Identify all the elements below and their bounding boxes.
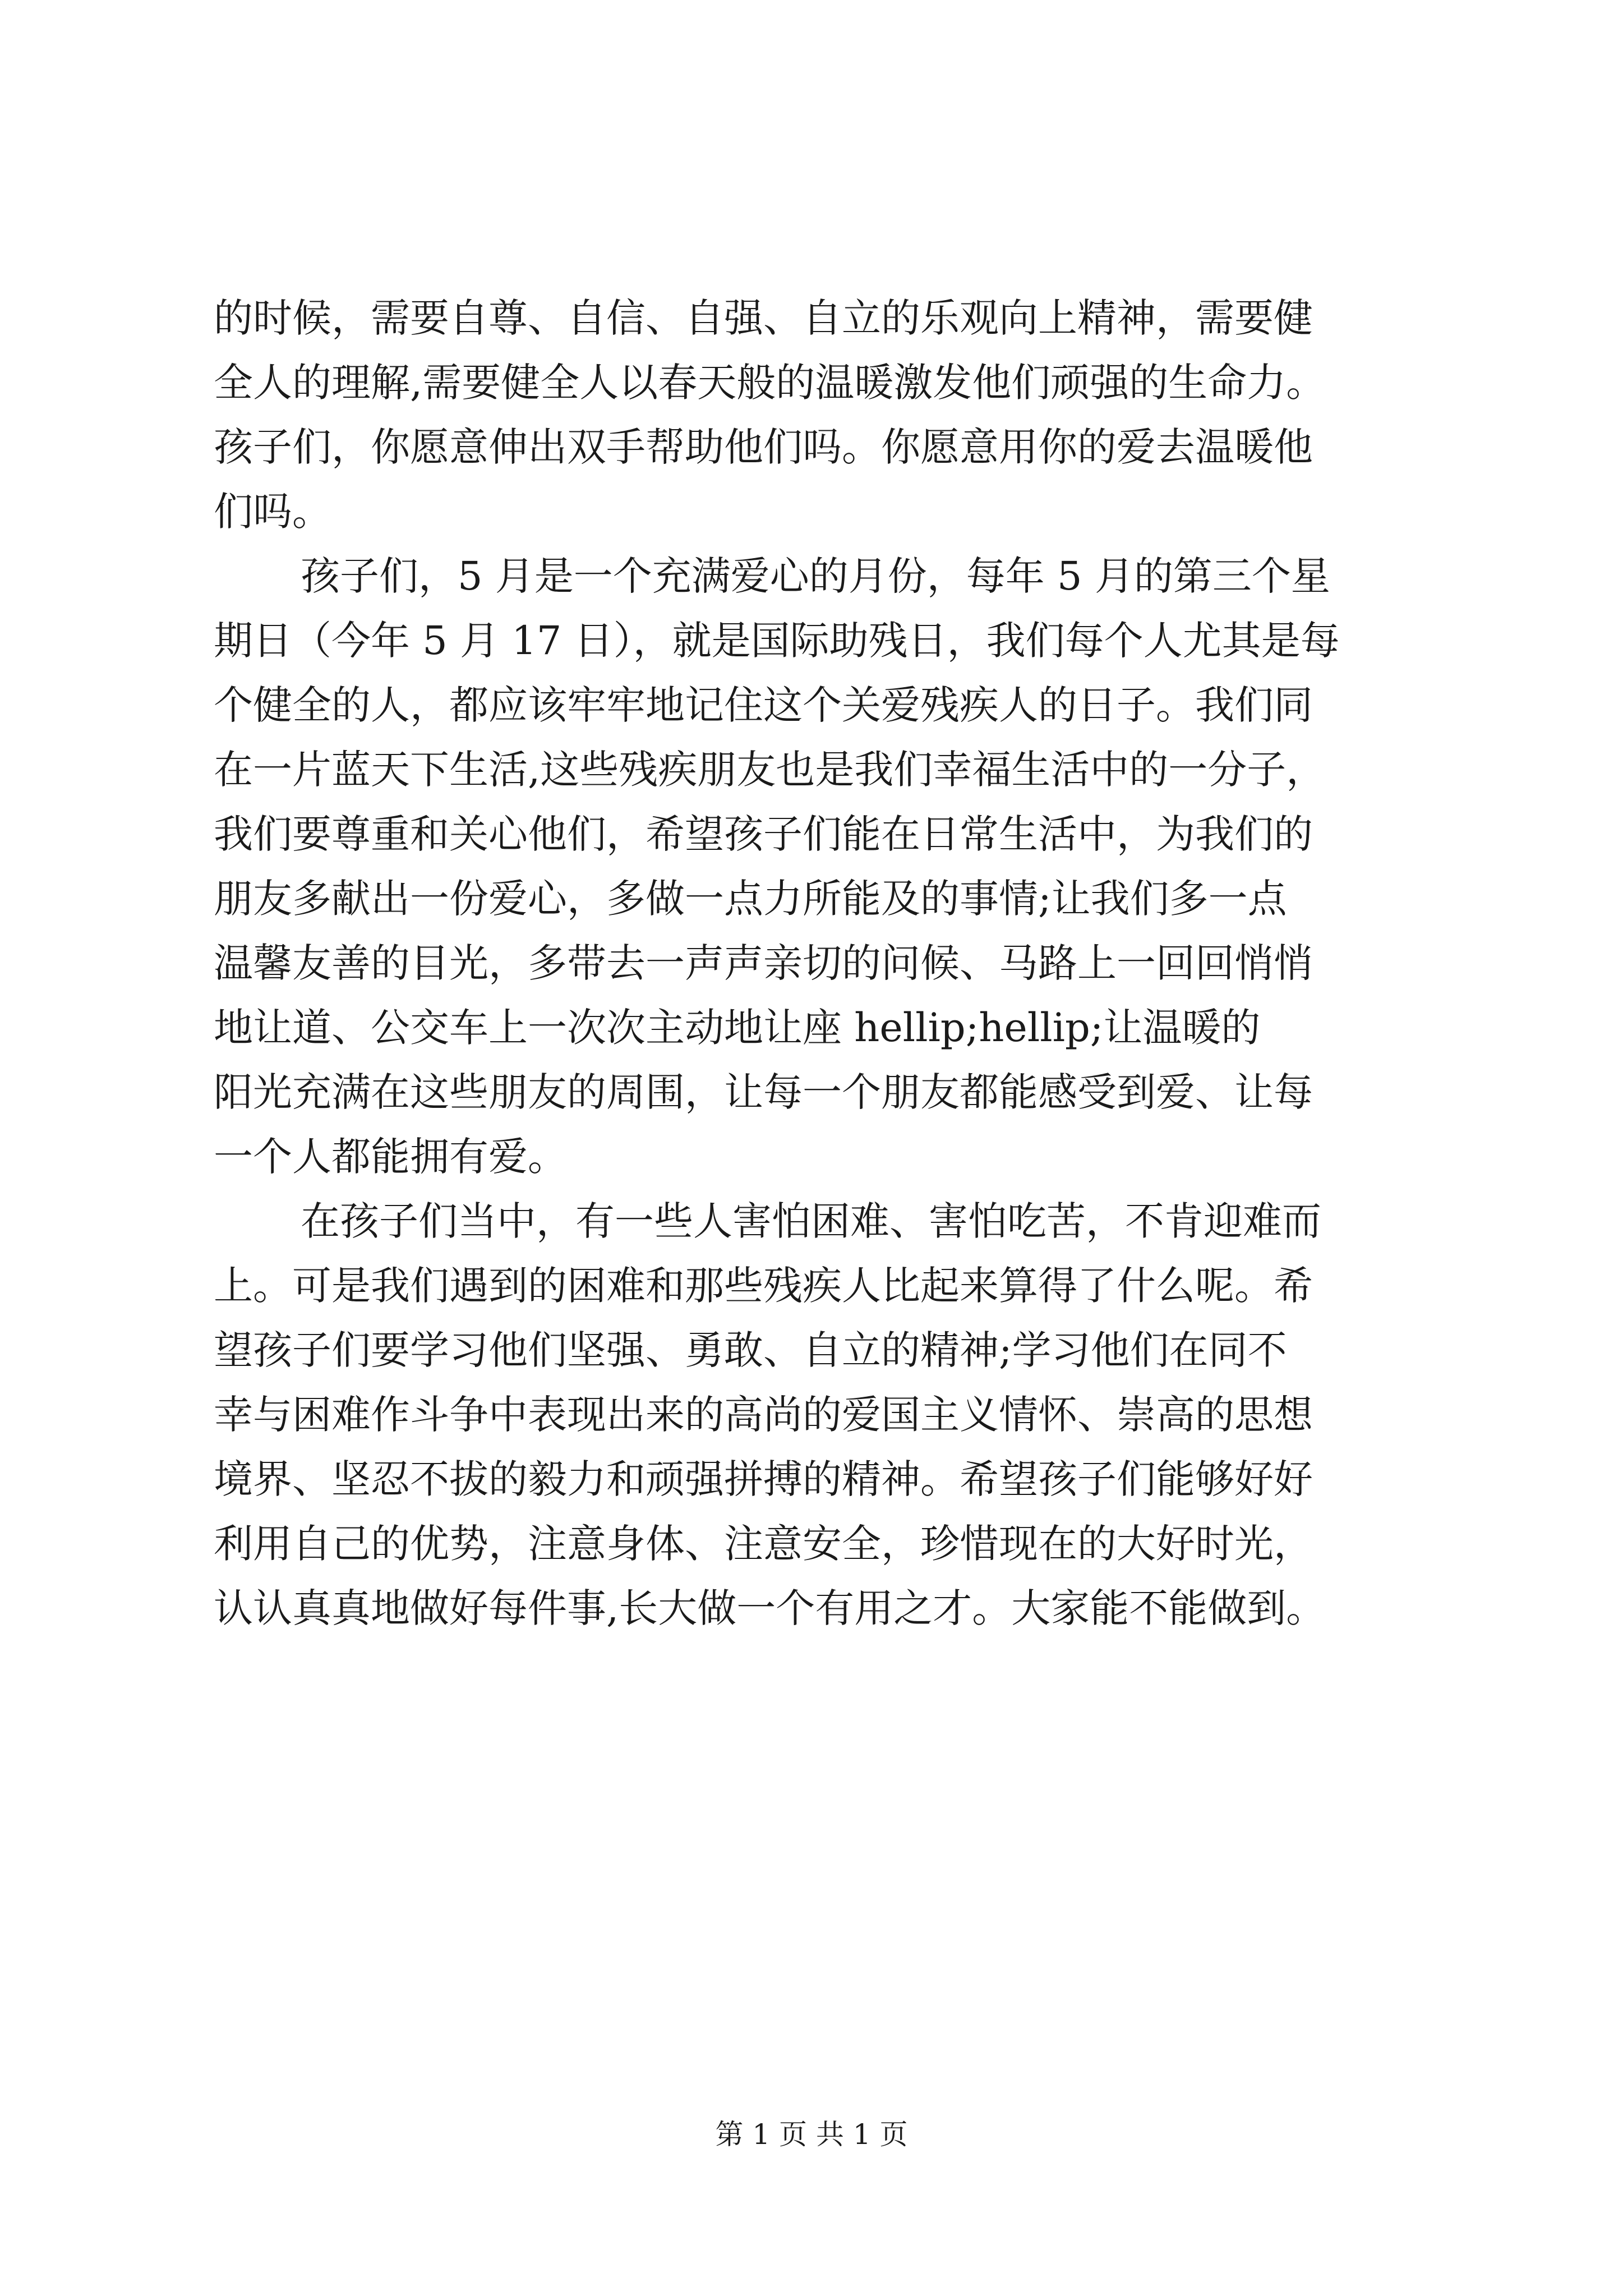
page-number: 第 1 页 共 1 页 (715, 2118, 908, 2151)
text-line: 阳光充满在这些朋友的周围，让每一个朋友都能感受到爱、让每 (214, 1069, 1313, 1115)
text-line: 幸与困难作斗争中表现出来的高尚的爱国主义情怀、崇高的思想 (214, 1392, 1313, 1438)
text-line: 在一片蓝天下生活,这些残疾朋友也是我们幸福生活中的一分子， (214, 747, 1326, 793)
text-line: 的时候，需要自尊、自信、自强、自立的乐观向上精神，需要健 (214, 295, 1313, 341)
text-line: 期日（今年 5 月 17 日），就是国际助残日，我们每个人尤其是每 (214, 618, 1340, 664)
text-line: 温馨友善的目光，多带去一声声亲切的问候、马路上一回回悄悄 (214, 940, 1313, 986)
text-line: 境界、坚忍不拔的毅力和顽强拼搏的精神。希望孩子们能够好好 (214, 1456, 1313, 1502)
text-line: 认认真真地做好每件事,长大做一个有用之才。大家能不能做到。 (214, 1585, 1326, 1631)
document-body (214, 286, 1481, 1641)
text-line: 们吗。 (214, 489, 331, 535)
text-line: 孩子们，你愿意伸出双手帮助他们吗。你愿意用你的爱去温暖他 (214, 424, 1313, 470)
text-line: 我们要尊重和关心他们，希望孩子们能在日常生活中，为我们的 (214, 811, 1313, 857)
text-line: 朋友多献出一份爱心，多做一点力所能及的事情;让我们多一点 (214, 876, 1287, 922)
text-line: 望孩子们要学习他们坚强、勇敢、自立的精神;学习他们在同不 (214, 1327, 1287, 1373)
text-line: 上。可是我们遇到的困难和那些残疾人比起来算得了什么呢。希 (214, 1263, 1313, 1309)
paragraph-first-line: 孩子们，5 月是一个充满爱心的月份，每年 5 月的第三个星 (301, 553, 1330, 599)
text-line: 全人的理解,需要健全人以春天般的温暖激发他们顽强的生命力。 (214, 360, 1326, 406)
page-footer (0, 2115, 1623, 2154)
text-line: 利用自己的优势，注意身体、注意安全，珍惜现在的大好时光， (214, 1521, 1313, 1567)
paragraph-first-line: 在孩子们当中，有一些人害怕困难、害怕吃苦，不肯迎难而 (301, 1198, 1321, 1244)
text-line: 个健全的人，都应该牢牢地记住这个关爱残疾人的日子。我们同 (214, 682, 1313, 728)
text-line: 地让道、公交车上一次次主动地让座 hellip;hellip;让温暖的 (214, 1005, 1261, 1051)
text-line: 一个人都能拥有爱。 (214, 1134, 567, 1180)
